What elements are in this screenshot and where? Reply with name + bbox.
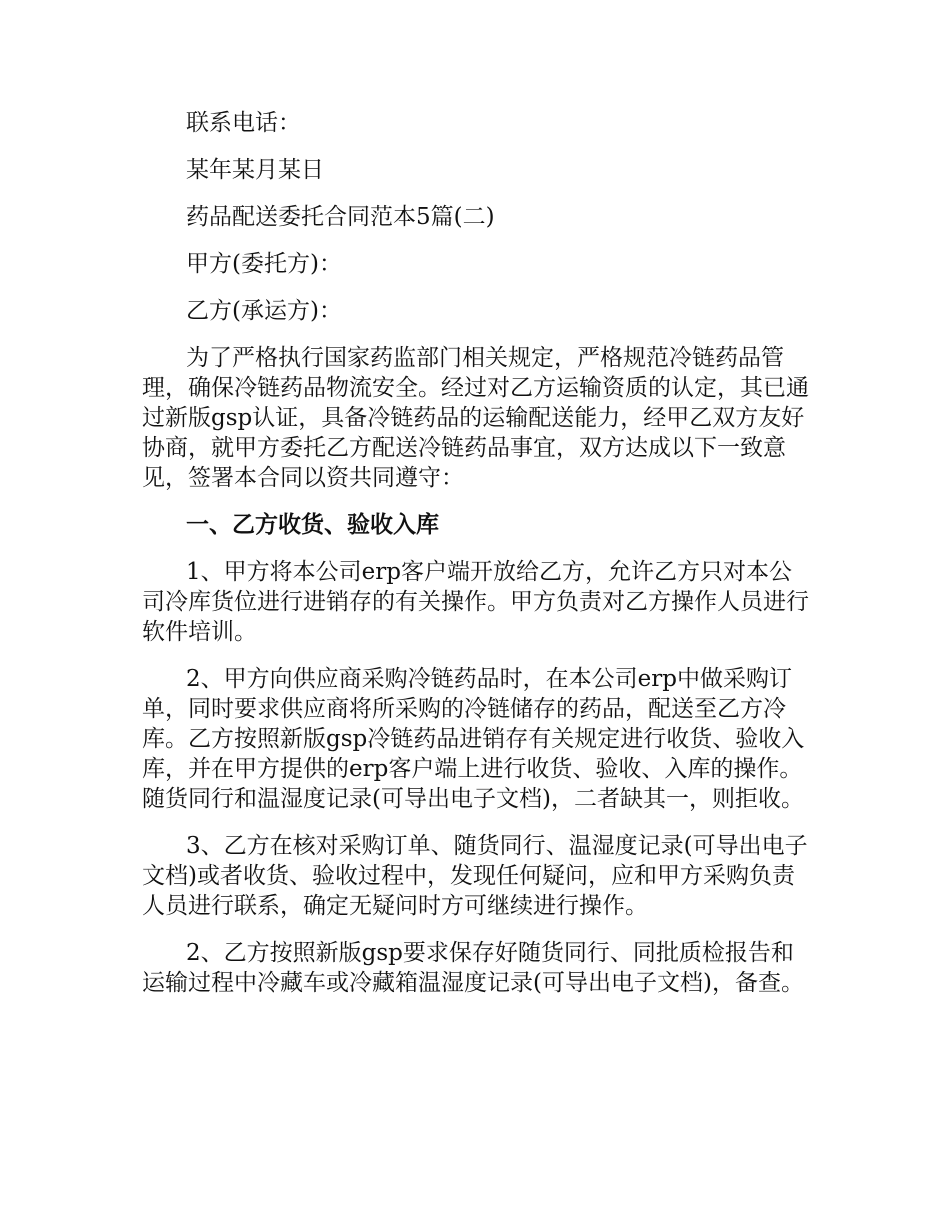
date-line: 某年某月某日 [186,157,324,183]
document-subtitle: 药品配送委托合同范本5篇(二) [186,204,495,230]
contact-phone-line: 联系电话： [186,110,301,136]
party-b-line: 乙方(承运方)： [186,298,342,324]
party-a-line: 甲方(委托方)： [186,251,342,277]
clause-paragraph: 3、乙方在核对采购订单、随货同行、温湿度记录(可导出电子文档)或者收货、验收过程中，发现任何疑问，应和甲方采购负责人员进行联系，确定无疑问时方可继续进行操作。 [142,833,808,919]
clause-paragraph: 1、甲方将本公司erp客户端开放给乙方，允许乙方只对本公司冷库货位进行进销存的有关操作。甲方负责对乙方操作人员进行软件培训。 [142,559,809,645]
intro-paragraph: 为了严格执行国家药监部门相关规定，严格规范冷链药品管理，确保冷链药品物流安全。经过对乙方运输资质的认定，其已通过新版gsp认证，具备冷链药品的运输配送能力，经甲乙双方友好协商，就甲方委托乙方配送冷链药品事宜，双方达成以下一致意见，签署本合同以资共同遵守： [142,345,809,491]
clause-paragraph: 2、乙方按照新版gsp要求保存好随货同行、同批质检报告和运输过程中冷藏车或冷藏箱温湿度记录(可导出电子文档)，备查。 [142,940,804,996]
document-body [142,108,814,1015]
section-heading: 一、乙方收货、验收入库 [186,512,439,538]
clause-paragraph: 2、甲方向供应商采购冷链药品时，在本公司erp中做采购订单，同时要求供应商将所采购的冷链储存的药品，配送至乙方冷库。乙方按照新版gsp冷链药品进销存有关规定进行收货、验收入库，并在甲方提供的erp客户端上进行收货、验收、入库的操作。随货同行和温湿度记录(可导出电子文档)，二者缺其一，则拒收。 [142,666,805,812]
